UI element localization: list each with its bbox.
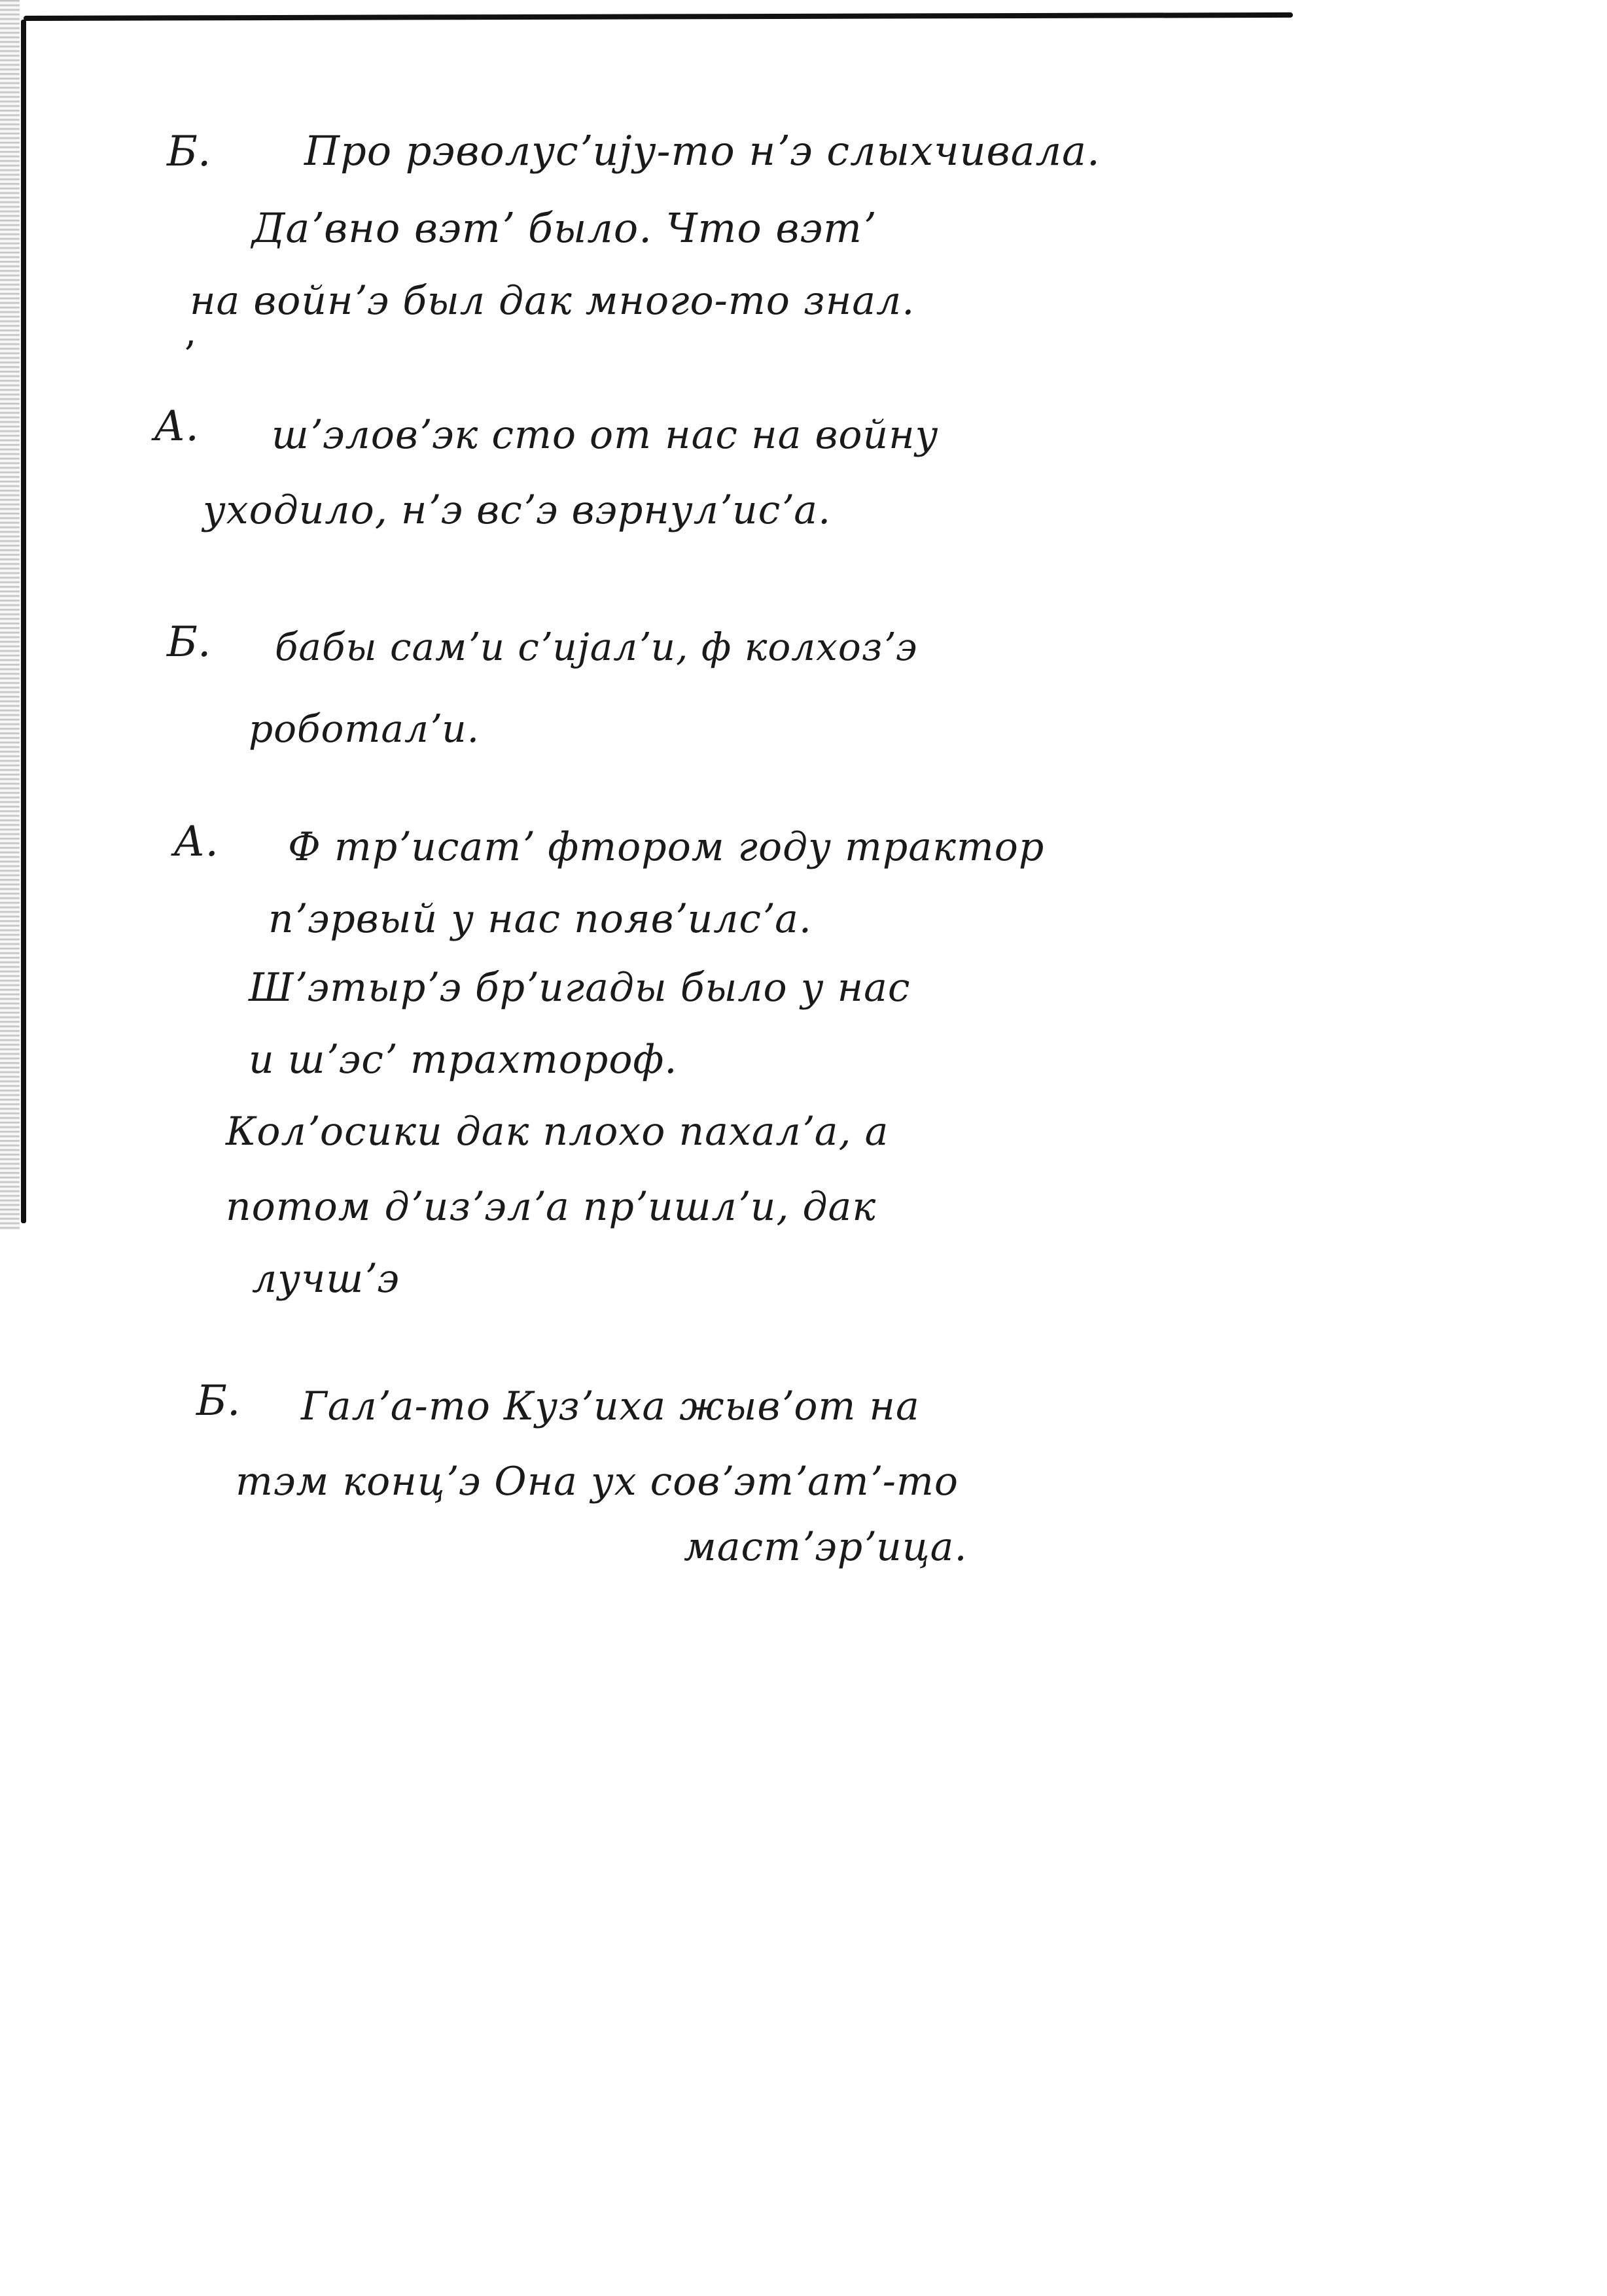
dialogue-line: мастʼэрʼица.	[684, 1524, 968, 1570]
scan-edge-shadow	[0, 0, 20, 1230]
dialogue-line: Галʼа-то Кузʼиха жывʼот на	[301, 1383, 920, 1429]
page-top-border-line	[24, 12, 1293, 21]
dialogue-line: роботалʼи.	[249, 706, 480, 751]
dialogue-line: потом дʼизʼэлʼа прʼишлʼи, дак	[226, 1184, 877, 1230]
stray-comma-mark: ,	[185, 309, 197, 354]
speaker-label: Б.	[167, 618, 211, 667]
dialogue-line: Колʼосики дак плохо пахалʼа, а	[226, 1109, 889, 1155]
dialogue-line: пʼэрвый у нас появʼилсʼа.	[268, 896, 812, 942]
dialogue-line: тэм концʼэ Она ух совʼэтʼатʼ-то	[236, 1459, 959, 1505]
dialogue-line: лучшʼэ	[252, 1256, 400, 1302]
dialogue-line: бабы самʼи сʼијалʼи, ф колхозʼэ	[275, 625, 918, 669]
speaker-label: Б.	[167, 128, 211, 176]
dialogue-line: уходило, нʼэ всʼэ вэрнулʼисʼа.	[203, 487, 832, 533]
speaker-label: А.	[154, 402, 199, 451]
page-left-border-line	[21, 20, 26, 1223]
dialogue-line: и шʼэсʼ трахтороф.	[249, 1037, 678, 1083]
dialogue-line: Даʼвно вэтʼ было. Что вэтʼ	[252, 204, 876, 252]
dialogue-line: Про рэволусʼију-то нʼэ слыхчивала.	[304, 127, 1101, 175]
speaker-label: А.	[173, 818, 219, 866]
dialogue-line: Ф трʼисатʼ фтором году трактор	[288, 824, 1045, 870]
speaker-label: Б.	[196, 1377, 241, 1425]
dialogue-line: шʼэловʼэк сто от нас на войну	[272, 412, 939, 458]
dialogue-line: на войнʼэ был дак много-то знал.	[190, 278, 915, 324]
dialogue-line: Шʼэтырʼэ брʼигады было у нас	[249, 965, 911, 1011]
